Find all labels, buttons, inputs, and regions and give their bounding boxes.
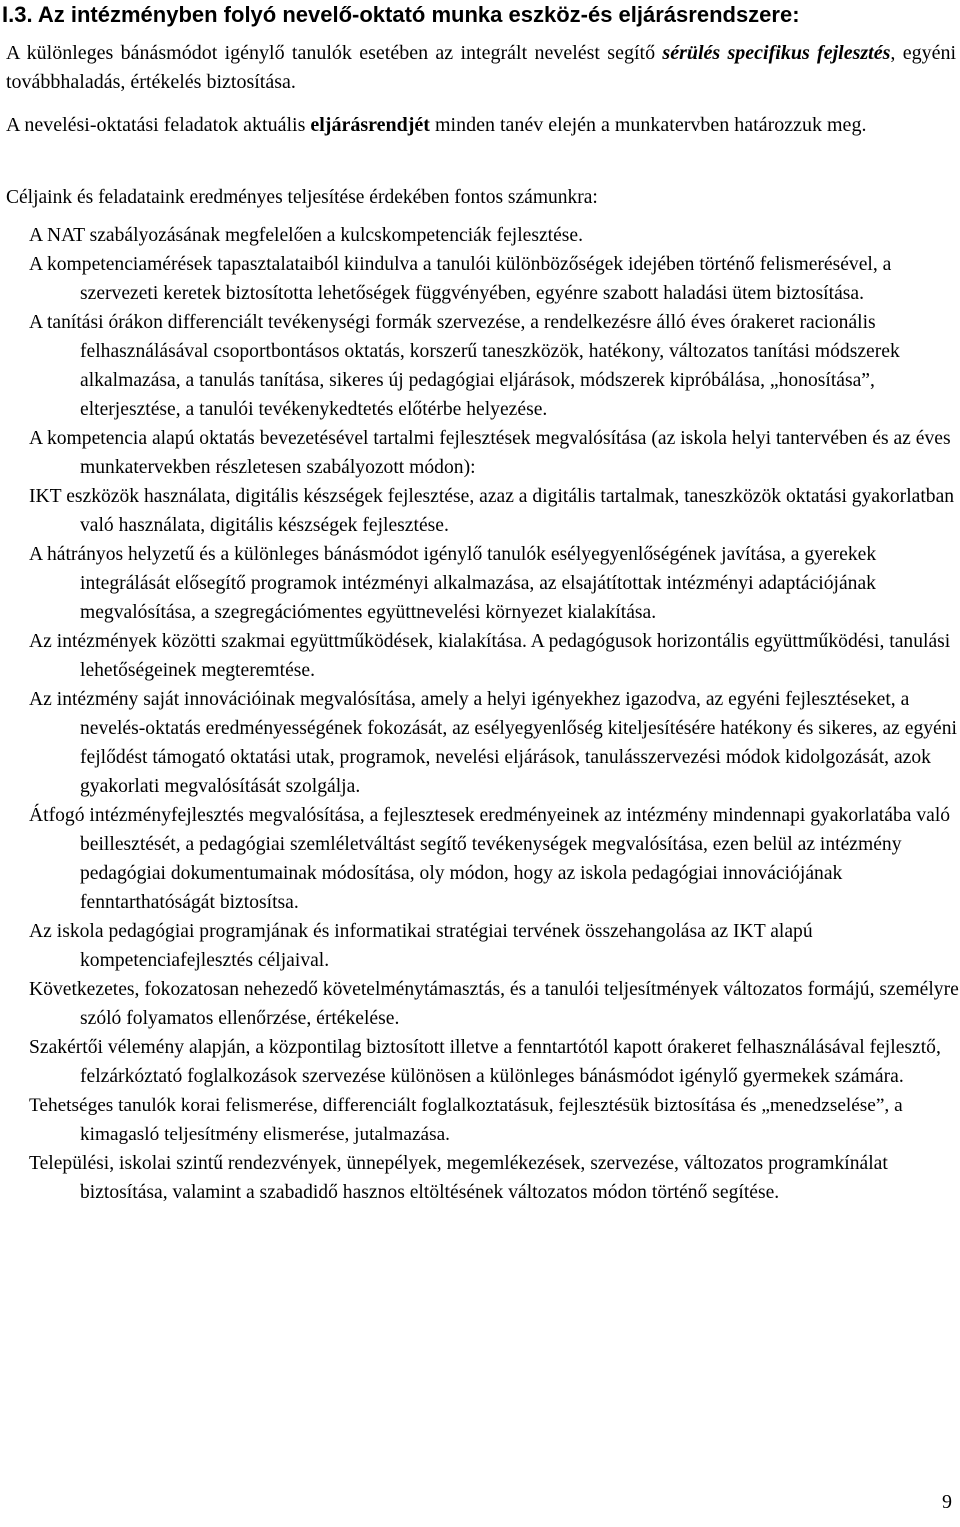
list-item: Települési, iskolai szintű rendezvények, ünnepélyek, megemlékezések, szervezése, változatos programkínálat biztosítása, valamint a szabadidő hasznos eltöltésének változatos módon történő segítése.: [29, 1153, 888, 1203]
list-item: Szakértői vélemény alapján, a központilag biztosított illetve a fenntartótól kapott órakeret felhasználásával fejlesztő, felzárkóztató foglalkozások szervezése különösen a különleges bánásmódot igénylő gyermekek számára.: [29, 1037, 941, 1087]
list-item: Az iskola pedagógiai programjának és informatikai stratégiai tervének összehangolása az IKT alapú kompetenciafejlesztés céljaival.: [29, 921, 813, 971]
goals-list: [29, 221, 960, 1207]
page-number: 9: [942, 1491, 952, 1513]
list-item: Átfogó intézményfejlesztés megvalósítása, a fejlesztesek eredményeinek az intézmény mindennapi gyakorlatába való beillesztését, a pedagógiai szemléletváltást segítő tevékenységek megvalósítása, ezen belül az intézmény pedagógiai dokumentumainak módosítása, oly módon, hogy az iskola pedagógiai innovációjának fenntarthatóságát biztosítsa.: [29, 805, 951, 913]
list-item: A kompetencia alapú oktatás bevezetésével tartalmi fejlesztések megvalósítása (az iskola helyi tantervében és az éves munkatervekben részletesen szabályozott módon):: [29, 428, 951, 478]
list-item: Az intézmény saját innovációinak megvalósítása, amely a helyi igényekhez igazodva, az egyéni fejlesztéseket, a nevelés-oktatás eredményességének fokozását, az esélyegyenlőség kiteljesítésére hatékony és sikeres, az egyéni fejlődést támogató oktatási utak, programok, nevelési eljárások, tanulásszervezési módok kidolgozását, azok gyakorlati megvalósítását szolgálja.: [29, 689, 957, 797]
list-item: A tanítási órákon differenciált tevékenységi formák szervezése, a rendelkezésre álló éves órakeret racionális felhasználásával csoportbontásos oktatás, korszerű taneszközök, hatékony, változatos tanítási módszerek alkalmazása, a tanulás tanítása, sikeres új pedagógiai eljárások, módszerek kipróbálása, „honosítása”, elterjesztése, a tanulói tevékenykedtetés előtérbe helyezése.: [29, 312, 900, 420]
intro-2-text: A nevelési-oktatási feladatok aktuális: [6, 114, 311, 136]
section-heading: I.3. Az intézményben folyó nevelő-oktató munka eszköz-és eljárásrendszere:: [2, 2, 800, 27]
intro-paragraph-3: Céljaink és feladataink eredményes teljesítése érdekében fontos számunkra:: [6, 187, 598, 208]
list-item: Az intézmények közötti szakmai együttműködések, kialakítása. A pedagógusok horizontális együttműködési, tanulási lehetőségeinek megteremtése.: [29, 631, 951, 681]
intro-paragraph-2: [6, 111, 956, 140]
list-item: A kompetenciamérések tapasztalataiból kiindulva a tanulói különbözőségek idejében történő felismerésével, a szervezeti keretek biztosította lehetőségek függvényében, egyénre szabott haladási ütem biztosítása.: [29, 254, 892, 304]
intro-2-bold: eljárásrendjét: [310, 114, 430, 136]
list-item: A hátrányos helyzetű és a különleges bánásmódot igénylő tanulók esélyegyenlőségének javítása, a gyerekek integrálását elősegítő programok intézményi alkalmazása, az elsajátítottak intézményi adaptációjának megvalósítása, a szegregációmentes együttnevelési környezet kialakítása.: [29, 544, 877, 623]
intro-1-emphasis: sérülés specifikus fejlesztés: [662, 42, 891, 64]
intro-1-text-end: , egyéni továbbhaladás, értékelés biztosítása.: [6, 42, 957, 93]
intro-paragraph-1: [6, 39, 956, 97]
list-item: Következetes, fokozatosan nehezedő követelménytámasztás, és a tanulói teljesítmények változatos formájú, személyre szóló folyamatos ellenőrzése, értékelése.: [29, 979, 959, 1029]
intro-2-text-end: minden tanév elején a munkatervben határozzuk meg.: [429, 114, 867, 136]
list-item: A NAT szabályozásának megfelelően a kulcskompetenciák fejlesztése.: [29, 225, 584, 246]
list-item: IKT eszközök használata, digitális készségek fejlesztése, azaz a digitális tartalmak, taneszközök oktatási gyakorlatban való használata, digitális készségek fejlesztése.: [29, 486, 955, 536]
list-item: Tehetséges tanulók korai felismerése, differenciált foglalkoztatásuk, fejlesztésük biztosítása és „menedzselése”, a kimagasló teljesítmény elismerése, jutalmazása.: [29, 1095, 903, 1145]
intro-1-text: A különleges bánásmódot igénylő tanulók esetében az integrált nevelést segítő: [6, 42, 663, 64]
